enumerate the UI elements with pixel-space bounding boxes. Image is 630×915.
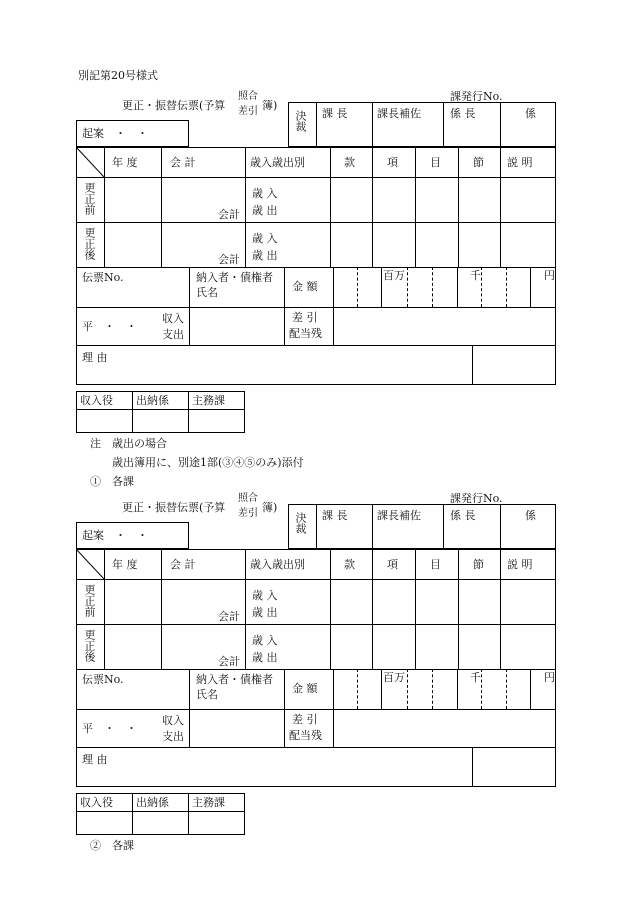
col-kou: 項 xyxy=(387,558,398,571)
copy-label-2: ② 各課 xyxy=(90,839,134,852)
row-out-after: 歳 出 xyxy=(252,249,278,262)
row-kaikei-after: 会計 xyxy=(218,655,240,668)
row-out-before: 歳 出 xyxy=(252,606,278,619)
payer-label-1: 納入者・債権者 xyxy=(196,673,273,686)
unit-million: 百万 xyxy=(383,671,405,684)
expense-label: 支出 xyxy=(162,328,184,341)
copy-label-1: ① 各課 xyxy=(90,475,134,488)
row-kaikei-after: 会計 xyxy=(218,253,240,266)
payer-label-1: 納入者・債権者 xyxy=(196,271,273,284)
reason-label: 理 由 xyxy=(82,753,108,766)
slip-title-upper: 照合 xyxy=(238,91,258,102)
sashihiki-label-2: 配当残 xyxy=(289,327,322,340)
col-saiyu: 歳入歳出別 xyxy=(250,558,305,571)
approver-hosa: 課長補佐 xyxy=(377,509,421,522)
main-table xyxy=(76,549,556,787)
slip-form-1 xyxy=(0,0,630,407)
unit-thousand: 千 xyxy=(470,671,481,684)
slip-title-end: 簿) xyxy=(262,99,278,112)
col-saiyu: 歳入歳出別 xyxy=(250,156,305,169)
slip-title-end: 簿) xyxy=(262,501,278,514)
col-kaikei: 会 計 xyxy=(170,156,196,169)
unit-yen: 円 xyxy=(544,269,555,282)
role-shumu: 主務課 xyxy=(192,796,225,809)
expense-label: 支出 xyxy=(162,730,184,743)
slip-title: 更正・振替伝票(予算 xyxy=(122,501,226,514)
row-in-before: 歳 入 xyxy=(252,589,278,602)
row-in-before: 歳 入 xyxy=(252,187,278,200)
approver-hosa: 課長補佐 xyxy=(377,107,421,120)
amount-label: 金 額 xyxy=(292,280,318,293)
unit-yen: 円 xyxy=(544,671,555,684)
col-setsumei: 説 明 xyxy=(507,558,533,571)
kessai-label: 決裁 xyxy=(294,512,307,534)
denpyo-no-label: 伝票No. xyxy=(82,271,124,284)
row-in-after: 歳 入 xyxy=(252,232,278,245)
col-kou: 項 xyxy=(387,156,398,169)
col-moku: 目 xyxy=(430,156,441,169)
form-number: 別記第20号様式 xyxy=(78,69,158,82)
row-label-before: 更正前 xyxy=(83,182,96,215)
slip-title-lower: 差引 xyxy=(238,508,258,519)
kian-label: 起案 ・ ・ xyxy=(82,127,148,140)
amount-label: 金 額 xyxy=(292,682,318,695)
payer-label-2: 氏名 xyxy=(196,688,218,701)
payer-label-2: 氏名 xyxy=(196,286,218,299)
denpyo-no-label: 伝票No. xyxy=(82,673,124,686)
issue-no-label: 課発行No. xyxy=(450,90,503,103)
role-shunyu: 収入役 xyxy=(80,796,113,809)
unit-million: 百万 xyxy=(383,269,405,282)
approver-kakaricho: 係 長 xyxy=(450,509,476,522)
main-table xyxy=(76,147,556,385)
row-kaikei-before: 会計 xyxy=(218,610,240,623)
col-nendo: 年 度 xyxy=(112,558,138,571)
slip-title: 更正・振替伝票(予算 xyxy=(122,99,226,112)
row-label-after: 更正後 xyxy=(83,227,96,260)
role-shunyu: 収入役 xyxy=(80,394,113,407)
sashihiki-label-2: 配当残 xyxy=(289,729,322,742)
note-title: 注 歳出の場合 xyxy=(90,437,167,450)
kian-label: 起案 ・ ・ xyxy=(82,529,148,542)
approver-kakari: 係 xyxy=(525,509,536,522)
col-setsu: 節 xyxy=(473,156,484,169)
col-setsumei: 説 明 xyxy=(507,156,533,169)
approver-kakaricho: 係 長 xyxy=(450,107,476,120)
col-kan: 款 xyxy=(344,558,355,571)
note-line: 歳出簿用に、別途1部(③④⑤のみ)添付 xyxy=(112,456,304,469)
slip-form-2 xyxy=(0,402,630,809)
unit-thousand: 千 xyxy=(470,269,481,282)
row-label-after: 更正後 xyxy=(83,629,96,662)
row-out-after: 歳 出 xyxy=(252,651,278,664)
col-kaikei: 会 計 xyxy=(170,558,196,571)
reason-label: 理 由 xyxy=(82,351,108,364)
row-label-before: 更正前 xyxy=(83,584,96,617)
slip-title-upper: 照合 xyxy=(238,493,258,504)
row-out-before: 歳 出 xyxy=(252,204,278,217)
role-suito: 出納係 xyxy=(136,394,169,407)
approver-kakari: 係 xyxy=(525,107,536,120)
income-label: 収入 xyxy=(162,312,184,325)
approver-kacho: 課 長 xyxy=(322,509,348,522)
sashihiki-label-1: 差 引 xyxy=(292,311,318,324)
issue-no-label: 課発行No. xyxy=(450,492,503,505)
date-row-label: 平 ・ ・ xyxy=(82,320,137,333)
income-label: 収入 xyxy=(162,714,184,727)
role-shumu: 主務課 xyxy=(192,394,225,407)
row-kaikei-before: 会計 xyxy=(218,208,240,221)
slip-title-lower: 差引 xyxy=(238,106,258,117)
approver-kacho: 課 長 xyxy=(322,107,348,120)
col-moku: 目 xyxy=(430,558,441,571)
role-suito: 出納係 xyxy=(136,796,169,809)
row-in-after: 歳 入 xyxy=(252,634,278,647)
col-setsu: 節 xyxy=(473,558,484,571)
sashihiki-label-1: 差 引 xyxy=(292,713,318,726)
col-nendo: 年 度 xyxy=(112,156,138,169)
kessai-label: 決裁 xyxy=(294,110,307,132)
col-kan: 款 xyxy=(344,156,355,169)
date-row-label: 平 ・ ・ xyxy=(82,722,137,735)
